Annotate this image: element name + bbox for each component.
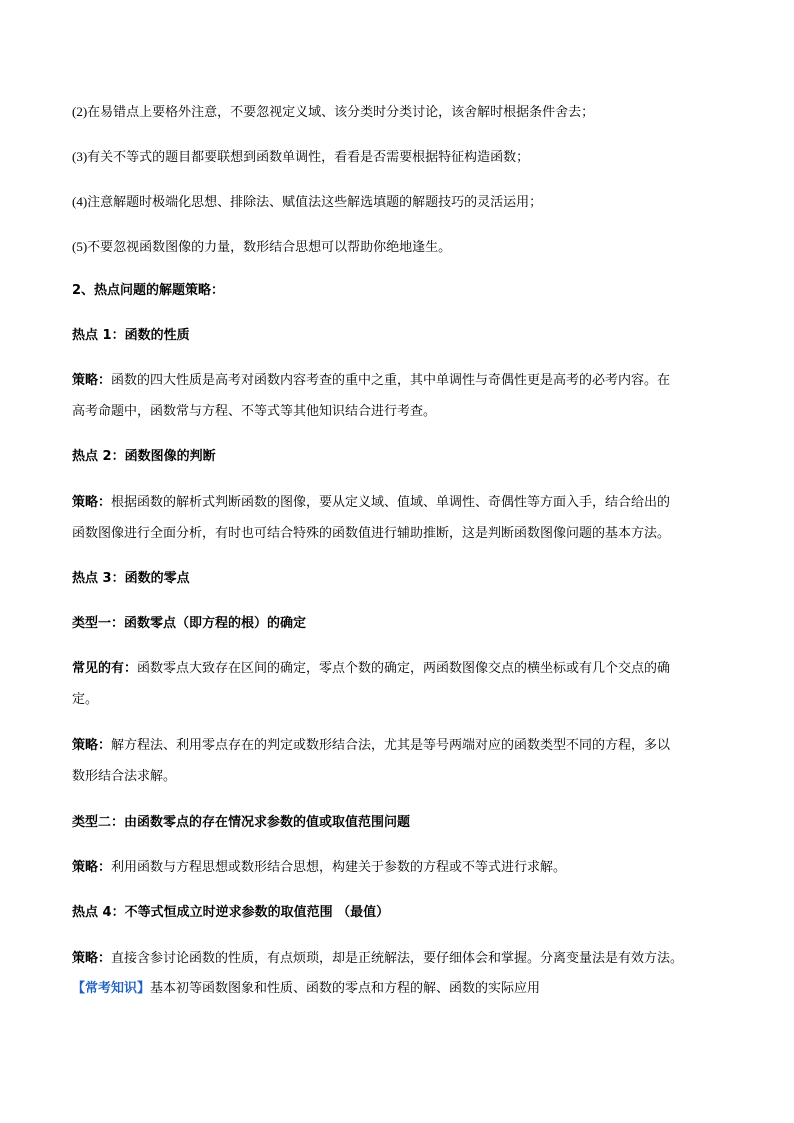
hot-4-title: 热点 4：不等式恒成立时逆求参数的取值范围 （最值）: [72, 905, 390, 920]
hot-3-strategy-line-2: 数形结合法求解。: [72, 769, 177, 784]
hot-3-type-2-title: 类型二：由函数零点的存在情况求参数的值或取值范围问题: [72, 815, 411, 830]
section-2-title: 2、热点问题的解题策略：: [72, 283, 225, 298]
hot-1-strategy-line-2: 高考命题中，函数常与方程、不等式等其他知识结合进行考查。: [72, 404, 437, 419]
point-2: (2)在易错点上要格外注意，不要忽视定义域、该分类时分类讨论，该舍解时根据条件舍去；: [72, 104, 595, 120]
hot-1-strategy-line-1: 策略：函数的四大性质是高考对函数内容考查的重中之重，其中单调性与奇偶性更是高考的必考内容。在: [72, 373, 671, 388]
hot-1-title: 热点 1：函数的性质: [72, 328, 190, 343]
common-knowledge: 【常考知识】基本初等函数图象和性质、函数的零点和方程的解、函数的实际应用: [72, 981, 541, 996]
hot-3-common-line-2: 定。: [72, 692, 99, 707]
hot-2-strategy-line-1: 策略：根据函数的解析式判断函数的图像，要从定义域、值域、单调性、奇偶性等方面入手，结合给出的: [72, 495, 671, 510]
point-5: (5)不要忽视函数图像的力量，数形结合思想可以帮助你绝地逢生。: [72, 239, 452, 255]
hot-4-strategy: 策略：直接含参讨论函数的性质，有点烦琐，却是正统解法，要仔细体会和掌握。分离变量法是有效方法。: [72, 951, 684, 966]
hot-2-title: 热点 2：函数图像的判断: [72, 449, 216, 464]
point-4: (4)注意解题时极端化思想、排除法、赋值法这些解选填题的解题技巧的灵活运用；: [72, 194, 543, 210]
hot-3-type-2-strategy: 策略：利用函数与方程思想或数形结合思想，构建关于参数的方程或不等式进行求解。: [72, 860, 567, 875]
hot-2-strategy-line-2: 函数图像进行全面分析，有时也可结合特殊的函数值进行辅助推断，这是判断函数图像问题的基本方法。: [72, 526, 671, 541]
point-3: (3)有关不等式的题目都要联想到函数单调性，看看是否需要根据特征构造函数；: [72, 149, 530, 165]
knowledge-tag: 【常考知识】: [72, 981, 151, 996]
hot-3-common-line-1: 常见的有：函数零点大致存在区间的确定，零点个数的确定，两函数图像交点的横坐标或有几个交点的确: [72, 661, 671, 676]
hot-3-strategy-line-1: 策略：解方程法、利用零点存在的判定或数形结合法，尤其是等号两端对应的函数类型不同的方程，多以: [72, 738, 671, 753]
hot-3-type-1-title: 类型一：函数零点（即方程的根）的确定: [72, 616, 307, 631]
hot-3-title: 热点 3：函数的零点: [72, 571, 190, 586]
